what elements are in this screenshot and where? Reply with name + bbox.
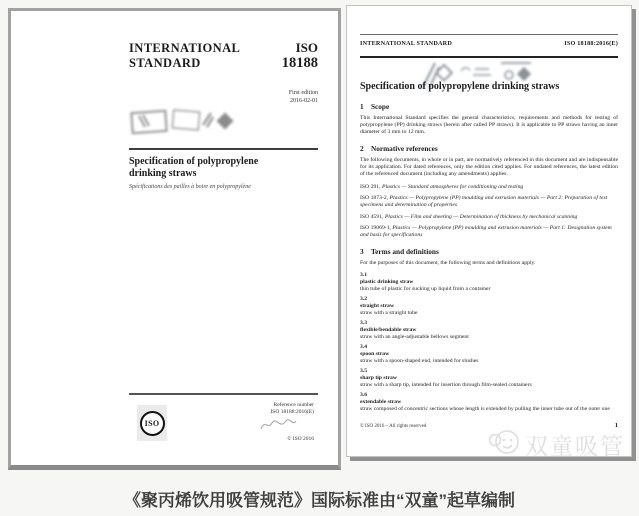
term-number: 3.2 (360, 296, 368, 303)
reference-title: Plastics — Polypropylene (PP) moulding and extrusion materials — Part 1: Designation system and basis for specifications (360, 225, 612, 239)
watermark-brand-text: 双童吸管 (525, 433, 625, 459)
reference-title: Plastics — Film and sheeting — Determination of thickness by mechanical scanning (384, 213, 578, 220)
term-name: sharp tip straw (360, 375, 397, 382)
cover-title (129, 156, 258, 179)
term-text: straw with a spoon-shaped end, intended for slushes (360, 358, 479, 365)
cover-standard-number (282, 41, 318, 71)
cover-org-line2: STANDARD (129, 56, 201, 70)
normative-reference (360, 184, 618, 191)
cover-org-title (129, 41, 240, 71)
normative-reference (360, 225, 618, 239)
cover-title-rule (129, 148, 318, 150)
term-definition (360, 320, 618, 341)
cover-org-line1: INTERNATIONAL (129, 41, 241, 55)
reference-title: Plastics — Standard atmospheres for conditioning and testing (381, 183, 524, 190)
cover-copyright: © ISO 2016 (287, 436, 314, 442)
term-number: 3.6 (360, 392, 368, 399)
term-text: straw with a straight tube (360, 310, 418, 317)
cover-edition-label: First edition (288, 90, 318, 96)
page1-title: Specification of polypropylene drinking straws (360, 81, 560, 92)
cover-edition-date: 2016-02-01 (290, 97, 318, 104)
iso-logo-text: ISO (140, 411, 165, 436)
term-number: 3.4 (360, 344, 368, 351)
term-number: 3.5 (360, 368, 368, 375)
page1-running-header (360, 40, 618, 47)
term-name: extendable straw (360, 399, 402, 406)
cover-number: 18188 (281, 55, 318, 71)
section-2-paragraph: The following documents, in whole or in part, are normatively referenced in this document and are indispensable for its application. For dated references, only the edition cited applies. For undated references, the latest edition of the referenced document (including any amendments) applies. (360, 157, 618, 178)
reference-id: ISO 291, (360, 183, 381, 190)
cover-reference-label: Reference number (273, 402, 314, 408)
term-definition (360, 392, 618, 413)
section-1-paragraph: This International Standard specifies the general characteristics, requirements and methods for testing of polypropylene (PP) drinking straws (herein after called PP straws). It is applicable to PP straws having an inner diameter of 3 mm to 12 mm. (360, 115, 618, 136)
page1-header-rule-thick (360, 56, 618, 58)
term-text: thin tube of plastic for sucking up liquid from a container (360, 286, 491, 293)
cover-header (129, 41, 318, 71)
page1-header-left: INTERNATIONAL STANDARD (360, 40, 453, 47)
reference-id: ISO 19069-1, (360, 225, 391, 232)
cover-title-line2: drinking straws (129, 167, 197, 179)
page1-body (360, 102, 618, 416)
term-text: straw composed of concentric sections whose length is extended by pulling the inner tube out of the outer one (360, 406, 610, 413)
term-number: 3.3 (360, 320, 368, 327)
term-name: plastic drinking straw (360, 279, 414, 286)
iso-page-1 (346, 5, 632, 457)
term-definition (360, 368, 618, 389)
iso-logo-icon (137, 405, 167, 441)
normative-reference (360, 195, 618, 209)
section-2-heading: 2 Normative references (360, 144, 438, 154)
reference-id: ISO 1873-2, (360, 195, 389, 202)
signature-icon (258, 417, 298, 438)
term-definition (360, 296, 618, 317)
reference-title: Plastics — Polypropylene (PP) moulding and extrusion materials — Part 2: Preparation of test specimens and determination of properties (360, 195, 608, 209)
section-3-heading: 3 Terms and definitions (360, 247, 439, 257)
reference-id: ISO 4591, (360, 213, 384, 220)
page1-page-number: 1 (614, 422, 618, 429)
section-1-heading: 1 Scope (360, 102, 390, 111)
cover-reference-number: ISO 18188:2016(E) (270, 409, 314, 415)
term-text: straw with a sharp tip, intended for insertion through film-sealed containers (360, 382, 532, 389)
cover-title-line1: Specification of polypropylene (129, 156, 259, 167)
page1-header-rule-thin (360, 34, 618, 35)
term-definition (360, 272, 618, 293)
term-name: spoon straw (360, 351, 390, 358)
cover-iso-label: ISO (295, 40, 318, 55)
stamp-icon (129, 107, 237, 137)
term-name: flexible/bendable straw (360, 327, 417, 334)
term-number: 3.1 (360, 272, 368, 279)
page1-footer (360, 422, 618, 429)
image-caption: 《聚丙烯饮用吸管规范》国际标准由“双童”起草编制 (124, 491, 515, 510)
normative-reference (360, 214, 618, 221)
cover-edition-block (289, 90, 318, 105)
term-text: straw with an angle-adjustable bellows segment (360, 334, 469, 341)
page1-copyright: © ISO 2016 – All rights reserved (360, 424, 427, 429)
cover-reference-block (270, 402, 314, 416)
term-name: straight straw (360, 303, 394, 310)
iso-cover-page (8, 8, 341, 470)
page1-header-right: ISO 18188:2016(E) (564, 40, 618, 47)
cover-subtitle-french: Spécifications des pailles à boire en polypropylène (129, 184, 251, 190)
term-definition (360, 344, 618, 365)
cover-footer-rule (129, 393, 318, 395)
section-3-intro: For the purposes of this document, the following terms and definitions apply. (360, 260, 536, 267)
